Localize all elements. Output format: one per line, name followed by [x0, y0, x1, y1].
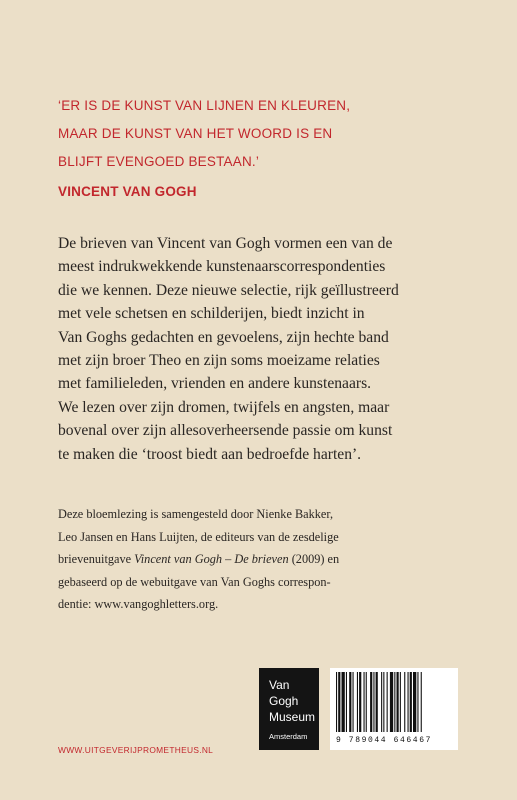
- barcode-bar: [421, 672, 422, 732]
- barcode-bar: [381, 672, 382, 732]
- barcode-bar: [349, 672, 351, 732]
- blurb-line: We lezen over zijn dromen, twijfels en angsten, maar: [58, 398, 390, 416]
- museum-name-line: Gogh: [269, 694, 299, 708]
- blurb-line: meest indrukwekkende kunstenaarscorrespondenties: [58, 258, 386, 276]
- barcode-bar: [390, 672, 393, 732]
- barcode-bar: [357, 672, 358, 732]
- blurb-line: te maken die ‘troost biedt aan bedroefde harten’.: [58, 445, 362, 463]
- quote-line: MAAR DE KUNST VAN HET WOORD IS EN: [58, 126, 333, 141]
- publisher-website[interactable]: WWW.UITGEVERIJPROMETHEUS.NL: [58, 745, 214, 755]
- museum-name-line: Van: [269, 678, 290, 692]
- blurb-line: Van Goghs gedachten en gevoelens, zijn hechte band: [58, 328, 389, 346]
- barcode-bar: [404, 672, 405, 732]
- colophon-text: brievenuitgave: [58, 552, 135, 566]
- colophon-line: Deze bloemlezing is samengesteld door Nienke Bakker,: [58, 507, 334, 521]
- blurb-line: De brieven van Vincent van Gogh vormen een van de: [58, 235, 393, 252]
- quote-line: ‘ER IS DE KUNST VAN LIJNEN EN KLEUREN,: [58, 98, 351, 113]
- colophon-text: (2009) en: [288, 552, 340, 566]
- barcode-bar: [417, 672, 418, 732]
- blurb-line: bovenal over zijn allesoverheersende passie om kunst: [58, 422, 393, 440]
- colophon-line: dentie: www.vangoghletters.org.: [58, 597, 219, 611]
- museum-name-line: Museum: [269, 710, 316, 724]
- colophon-line: gebaseerd op de webuitgave van Van Goghs correspon-: [58, 574, 331, 589]
- barcode-bar: [364, 672, 365, 732]
- book-title: Vincent van Gogh – De brieven: [134, 552, 289, 566]
- barcode-bar: [370, 672, 372, 732]
- museum-name: [269, 677, 315, 725]
- blurb-line: met vele schetsen en schilderijen, biedt inzicht in: [58, 305, 365, 323]
- quote-author: VINCENT VAN GOGH: [58, 184, 197, 199]
- barcode: [330, 668, 458, 750]
- barcode-bar: [336, 672, 337, 732]
- colophon-line: [58, 548, 478, 571]
- barcode-bar: [394, 672, 395, 732]
- barcode-bar: [400, 672, 401, 732]
- museum-logo: [259, 668, 319, 750]
- barcode-bar: [408, 672, 409, 732]
- barcode-bar: [342, 672, 345, 732]
- barcode-bar: [397, 672, 399, 732]
- barcode-bars: [334, 672, 454, 734]
- blurb-line: met familieleden, vrienden en andere kunstenaars.: [58, 375, 372, 393]
- barcode-bar: [359, 672, 361, 732]
- barcode-bar: [338, 672, 340, 732]
- blurb-paragraph: [58, 232, 478, 466]
- blurb-line: met zijn broer Theo en zijn soms moeizame relaties: [58, 352, 380, 370]
- barcode-bar: [346, 672, 347, 732]
- barcode-bar: [410, 672, 412, 732]
- museum-city: Amsterdam: [269, 732, 308, 741]
- quote-line: BLIJFT EVENGOED BESTAAN.’: [58, 154, 260, 169]
- colophon-line: Leo Jansen en Hans Luijten, de editeurs van de zesdelige: [58, 529, 339, 544]
- barcode-bar: [387, 672, 388, 732]
- quote-block: [58, 92, 478, 206]
- colophon-paragraph: [58, 503, 478, 616]
- barcode-digits: 9 789044 646467: [336, 736, 433, 745]
- barcode-bar: [373, 672, 374, 732]
- barcode-bar: [353, 672, 354, 732]
- barcode-bar: [413, 672, 416, 732]
- barcode-bar: [376, 672, 378, 732]
- barcode-bar: [383, 672, 384, 732]
- blurb-line: die we kennen. Deze nieuwe selectie, rijk geïllustreerd: [58, 281, 399, 299]
- barcode-bar: [366, 672, 367, 732]
